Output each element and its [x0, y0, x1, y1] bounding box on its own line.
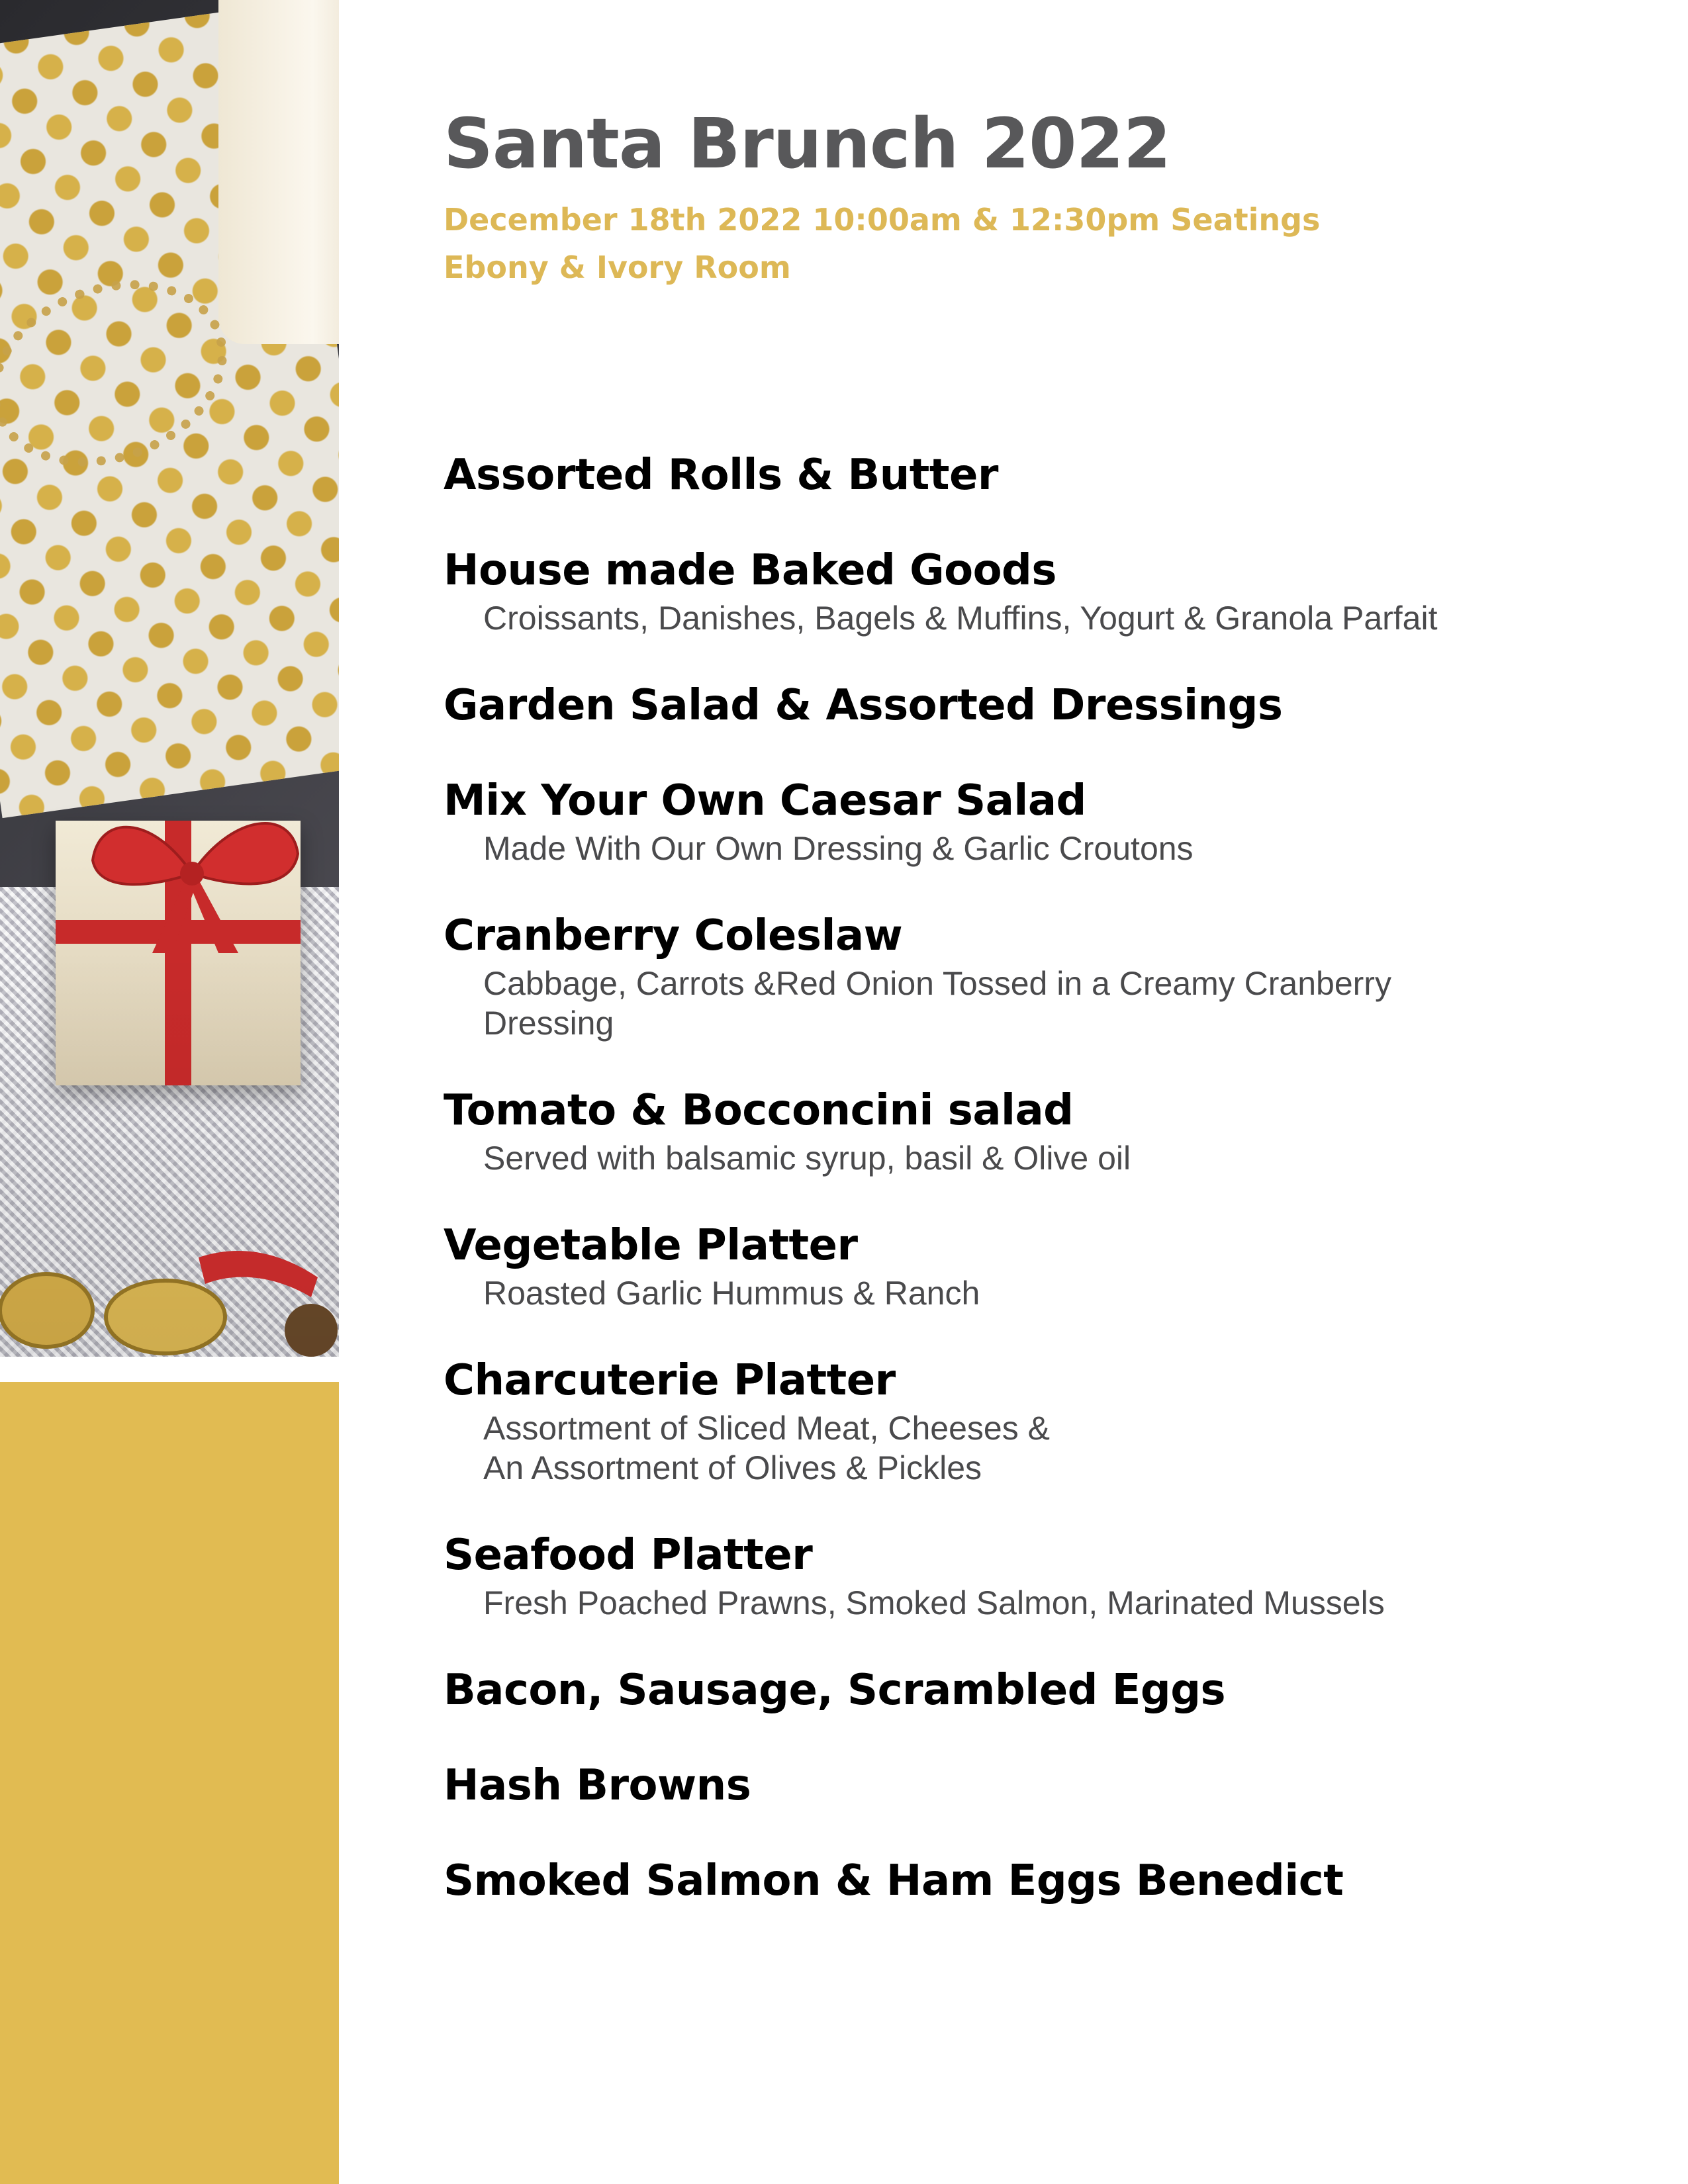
menu-item	[444, 1083, 1622, 1178]
menu-item-description: Assortment of Sliced Meat, Cheeses & An Assortment of Olives & Pickles	[483, 1410, 1050, 1486]
menu-item	[444, 1527, 1622, 1623]
menu-item-name: Assorted Rolls & Butter	[444, 451, 998, 500]
event-date-time: December 18th 2022 10:00am & 12:30pm Seatings	[444, 202, 1321, 238]
menu-item-name: Garden Salad & Assorted Dressings	[444, 681, 1283, 730]
menu-item-name: Cranberry Coleslaw	[444, 911, 903, 960]
page-title: Santa Brunch 2022	[444, 103, 1171, 184]
menu-list	[444, 447, 1622, 1948]
photo-shade	[0, 0, 339, 1357]
menu-item-description: Served with balsamic syrup, basil & Olive oil	[483, 1140, 1131, 1177]
menu-item-name: Tomato & Bocconcini salad	[444, 1086, 1074, 1135]
menu-item	[444, 678, 1622, 733]
menu-item	[444, 908, 1622, 1043]
menu-item	[444, 1662, 1622, 1718]
event-room: Ebony & Ivory Room	[444, 250, 791, 286]
menu-item-name: Hash Browns	[444, 1761, 751, 1810]
menu-item-description: Croissants, Danishes, Bagels & Muffins, Yogurt & Granola Parfait	[483, 600, 1438, 637]
menu-item-description: Fresh Poached Prawns, Smoked Salmon, Marinated Mussels	[483, 1584, 1385, 1621]
menu-item	[444, 1353, 1622, 1488]
menu-item	[444, 773, 1622, 868]
menu-item-name: Seafood Platter	[444, 1531, 813, 1580]
menu-item	[444, 543, 1622, 638]
gold-side-panel	[0, 1382, 339, 2184]
menu-item-name: House made Baked Goods	[444, 546, 1056, 595]
menu-item-name: Smoked Salmon & Ham Eggs Benedict	[444, 1856, 1344, 1905]
menu-item	[444, 1218, 1622, 1313]
menu-header	[444, 103, 1622, 291]
menu-item	[444, 1758, 1622, 1813]
menu-item	[444, 447, 1622, 503]
menu-item-name: Bacon, Sausage, Scrambled Eggs	[444, 1666, 1226, 1715]
menu-item	[444, 1853, 1622, 1909]
menu-item-name: Charcuterie Platter	[444, 1356, 896, 1405]
menu-item-description: Roasted Garlic Hummus & Ranch	[483, 1275, 980, 1312]
menu-item-description: Made With Our Own Dressing & Garlic Croutons	[483, 830, 1194, 867]
menu-item-name: Vegetable Platter	[444, 1221, 858, 1270]
menu-item-name: Mix Your Own Caesar Salad	[444, 776, 1086, 825]
menu-item-description: Cabbage, Carrots &Red Onion Tossed in a Creamy Cranberry Dressing	[483, 965, 1391, 1042]
holiday-gifts-photo	[0, 0, 339, 1357]
